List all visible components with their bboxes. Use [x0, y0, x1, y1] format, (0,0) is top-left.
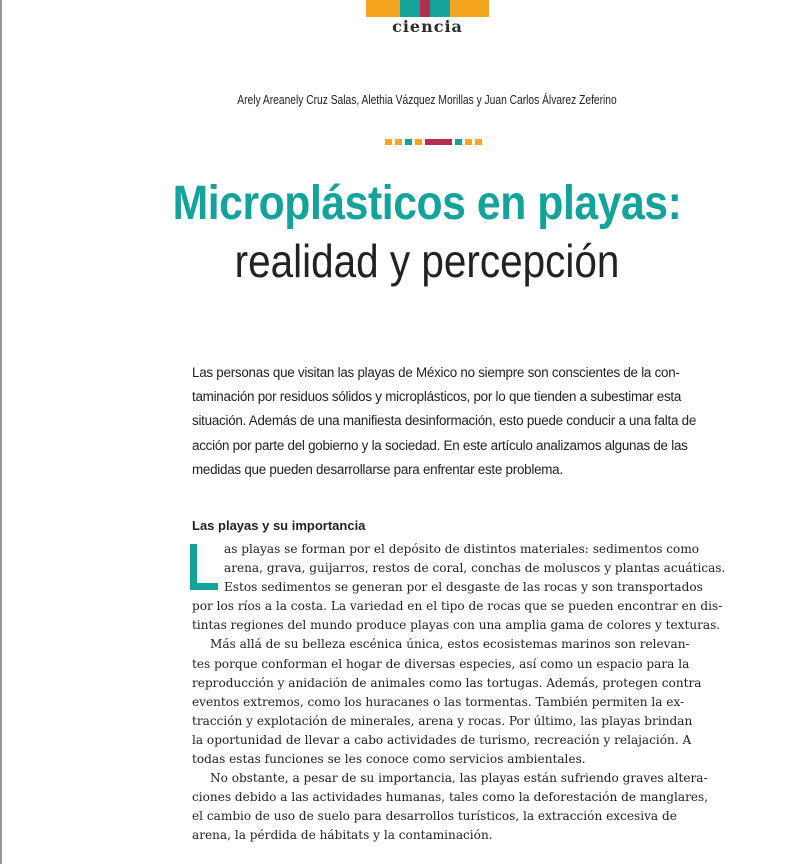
- body-line: la oportunidad de llevar a cabo actividades de turismo, recreación y relajación. A: [192, 732, 692, 747]
- article-title-line1: Microplásticos en playas:: [172, 177, 682, 230]
- divider-bar: [425, 139, 452, 145]
- section-heading: Las playas y su importancia: [192, 518, 366, 533]
- body-line: tes porque conforman el hogar de diversas especies, así como un espacio para la: [192, 656, 690, 671]
- abstract-line: taminación por residuos sólidos y microplásticos, por lo que tienden a subestimar esta: [192, 389, 682, 405]
- bar-segment-teal-right: [430, 0, 450, 17]
- article-title-line2: realidad y percepción: [234, 235, 620, 287]
- body-line: tintas regiones del mundo produce playas con una amplia gama de colores y texturas.: [192, 618, 721, 633]
- section-color-bar: [366, 0, 489, 17]
- divider-square: [415, 139, 422, 145]
- body-line: el cambio de uso de suelo para desarrollos turísticos, la extracción excesiva de: [192, 809, 677, 824]
- divider-square: [455, 139, 462, 145]
- divider-square: [465, 139, 472, 145]
- abstract-line: Las personas que visitan las playas de México no siempre son conscientes de la con-: [192, 365, 680, 380]
- divider-square: [395, 139, 402, 145]
- article-authors: Arely Areanely Cruz Salas, Alethia Vázquez Morillas y Juan Carlos Álvarez Zeferino: [237, 93, 617, 107]
- body-line: ciones debido a las actividades humanas, tales como la deforestación de manglares,: [192, 790, 709, 805]
- abstract-line: acción por parte del gobierno y la sociedad. En este artículo analizamos algunas de las: [192, 437, 688, 453]
- bar-segment-orange-right: [450, 0, 489, 17]
- bar-segment-teal-left: [400, 0, 420, 17]
- bar-segment-orange-left: [366, 0, 400, 17]
- body-line: reproducción y anidación de animales como las tortugas. Además, protegen contra: [192, 675, 702, 690]
- body-line: No obstante, a pesar de su importancia, las playas están sufriendo graves altera-: [210, 771, 708, 786]
- body-line: tracción y explotación de minerales, arena y rocas. Por último, las playas brindan: [192, 713, 693, 728]
- body-line: Más allá de su belleza escénica única, estos ecosistemas marinos son relevan-: [210, 637, 690, 652]
- divider-square: [405, 139, 412, 145]
- decorative-divider: [385, 139, 482, 145]
- abstract-line: situación. Además de una manifiesta desinformación, esto puede conducir a una falta de: [192, 413, 697, 429]
- body-line: por los ríos a la costa. La variedad en el tipo de rocas que se pueden encontrar en dis-: [192, 599, 723, 614]
- body-line: todas estas funciones se les conoce como servicios ambientales.: [192, 752, 586, 767]
- bar-segment-crimson: [420, 0, 430, 17]
- body-line: as playas se forman por el depósito de distintos materiales: sedimentos como: [224, 542, 700, 556]
- section-label: ciencia: [392, 17, 463, 36]
- body-line: eventos extremos, como los huracanes o las tormentas. También permiten la ex-: [192, 694, 685, 709]
- page-left-border: [0, 0, 2, 864]
- body-line: arena, grava, guijarros, restos de coral, conchas de moluscos y plantas acuáticas.: [224, 561, 726, 576]
- abstract-line: medidas que pueden desarrollarse para enfrentar este problema.: [192, 461, 563, 477]
- divider-square: [385, 139, 392, 145]
- article-abstract: [192, 361, 697, 482]
- divider-square: [475, 139, 482, 145]
- body-line: arena, la pérdida de hábitats y la contaminación.: [192, 828, 493, 843]
- article-body: [192, 540, 726, 846]
- body-line: Estos sedimentos se generan por el desgaste de las rocas y son transportados: [224, 580, 703, 595]
